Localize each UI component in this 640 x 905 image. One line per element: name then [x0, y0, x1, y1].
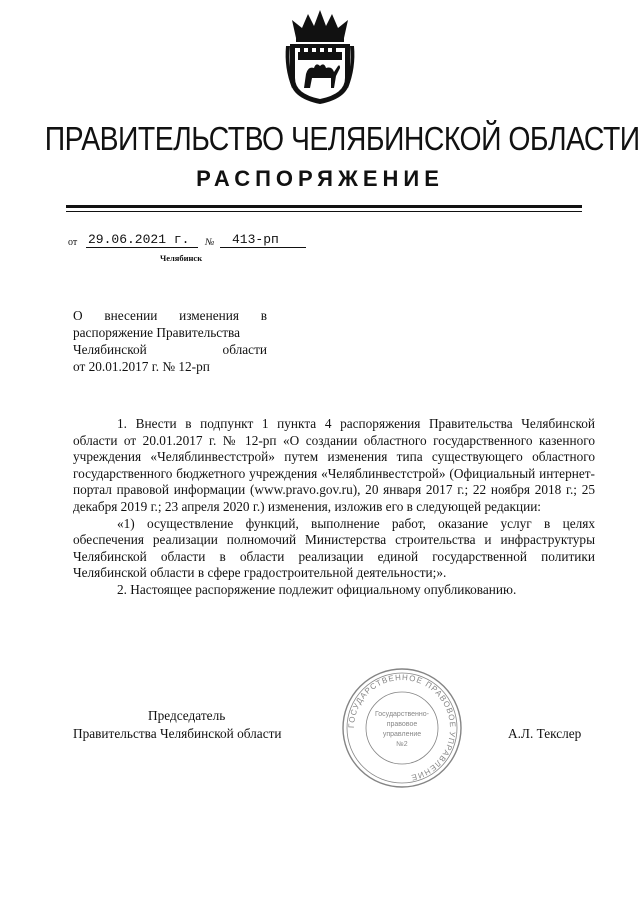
header-rule-thick: [66, 205, 582, 208]
document-body: [73, 416, 595, 599]
body-quote: «1) осуществление функций, выполнение работ, оказание услуг в целях обеспечения реализации полномочий Министерства строительства и инфраструктуры Челябинской области в области реализации единой государственной политики Челябинской области в сфере градостроительной деятельности;».: [73, 515, 595, 581]
subject-line: от 20.01.2017 г. № 12-рп: [73, 359, 210, 374]
date-prefix: от: [68, 237, 78, 248]
seal-center-line: управление: [382, 731, 422, 738]
city-label: Челябинск: [160, 253, 203, 263]
seal-center-line: Государственно-: [374, 711, 430, 718]
subject-line: распоряжение Правительства: [73, 325, 241, 340]
seal-center-line: №2: [396, 741, 408, 748]
header-rule-thin: [66, 211, 582, 212]
official-seal-stamp: [340, 666, 464, 790]
seal-center-line: правовое: [386, 721, 418, 728]
body-paragraph-1: 1. Внести в подпункт 1 пункта 4 распоряжения Правительства Челябинской области от 20.01.2017 г. № 12-рп «О создании областного государственного казенного учреждения «Челяблинвестстрой» путем изменения типа существующего областного государственного бюджетного учреждения «Челяблинвестстрой» (Официальный интернет-портал правовой информации (www.pravo.gov.ru), 20 января 2017 г.; 22 ноября 2018 г.; 25 декабря 2019 г.; 23 апреля 2020 г.) изменения, изложив его в следующей редакции:: [73, 416, 595, 514]
document-date: 29.06.2021 г.: [86, 232, 198, 248]
signatory-title-line2: Правительства Челябинской области: [73, 726, 282, 741]
document-number: 413-рп: [220, 232, 306, 248]
body-paragraph-2: 2. Настоящее распоряжение подлежит официальному опубликованию.: [117, 581, 517, 597]
organization-title: ПРАВИТЕЛЬСТВО ЧЕЛЯБИНСКОЙ ОБЛАСТИ: [44, 120, 640, 157]
coat-of-arms-emblem: [282, 8, 358, 106]
subject-line: О внесении изменения в: [73, 308, 267, 323]
signatory-title-line1: Председатель: [148, 708, 226, 723]
number-prefix: №: [205, 237, 215, 248]
subject-block: [73, 307, 267, 375]
seal-ring-text: ГОСУДАРСТВЕННОЕ ПРАВОВОЕ УПРАВЛЕНИЕ: [346, 672, 458, 783]
document-type: РАСПОРЯЖЕНИЕ: [196, 166, 444, 191]
signatory-name: А.Л. Текслер: [508, 726, 582, 741]
subject-line: Челябинской области: [73, 342, 267, 357]
